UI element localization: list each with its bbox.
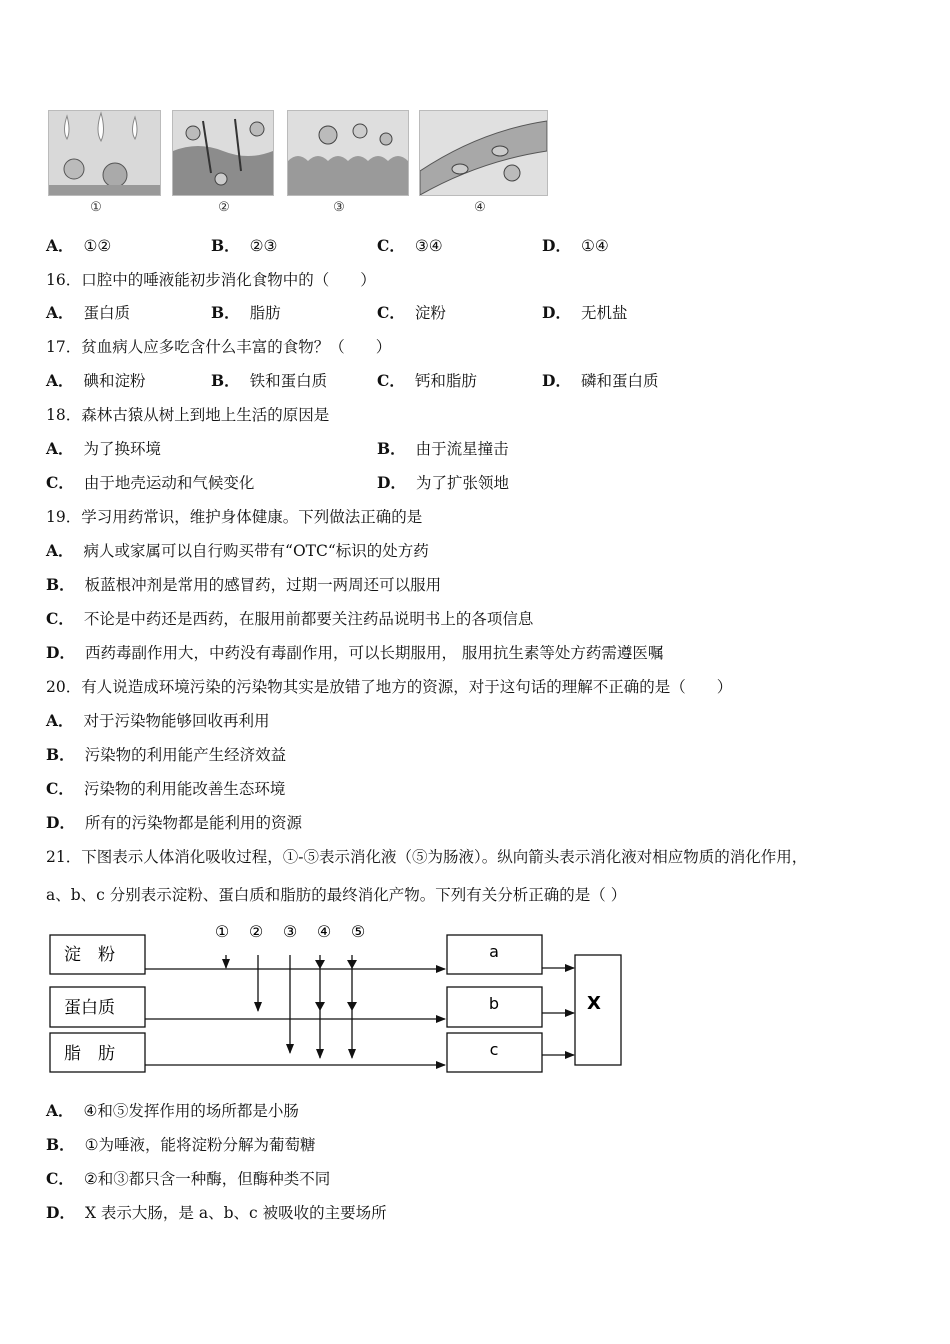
figure-2-label: ② <box>218 200 230 215</box>
q16-option-c[interactable]: C． 淀粉 <box>377 303 446 322</box>
absorption-label-x: X <box>587 993 601 1014</box>
input-label-protein: 蛋白质 <box>64 998 115 1018</box>
q20-option-c[interactable]: C． 污染物的利用能改善生态环境 <box>46 779 286 798</box>
figure-3-label: ③ <box>333 200 345 215</box>
q21-option-a[interactable]: A． ④和⑤发挥作用的场所都是小肠 <box>46 1101 299 1120</box>
q21-option-d[interactable]: D． X 表示大肠，是 a、b、c 被吸收的主要场所 <box>46 1203 387 1222</box>
product-label-a: a <box>489 942 499 961</box>
q20-stem: 20．有人说造成环境污染的污染物其实是放错了地方的资源，对于这句话的理解不正确的是（ ） <box>46 678 733 696</box>
q17-stem: 17．贫血病人应多吃含什么丰富的食物？（ ） <box>46 338 392 356</box>
q18-option-d[interactable]: D． 为了扩张领地 <box>377 473 509 492</box>
q18-option-b[interactable]: B． 由于流星撞击 <box>377 439 509 458</box>
digestion-diagram <box>0 915 650 1075</box>
q19-option-d[interactable]: D． 西药毒副作用大，中药没有毒副作用，可以长期服用， 服用抗生素等处方药需遵医嘱 <box>46 643 664 662</box>
q19-option-b[interactable]: B． 板蓝根冲剂是常用的感冒药，过期一两周还可以服用 <box>46 575 442 594</box>
figure-1-image <box>48 110 161 196</box>
q21-stem-line2: a、b、c 分别表示淀粉、蛋白质和脂肪的最终消化产物。下列有关分析正确的是（ ） <box>46 886 627 904</box>
q18-option-c[interactable]: C． 由于地壳运动和气候变化 <box>46 473 255 492</box>
q20-option-b[interactable]: B． 污染物的利用能产生经济效益 <box>46 745 287 764</box>
q15-option-c[interactable]: C． ③④ <box>377 236 443 255</box>
q21-option-c[interactable]: C． ②和③都只含一种酶，但酶种类不同 <box>46 1169 331 1188</box>
input-label-fat: 脂 肪 <box>64 1044 115 1064</box>
raindrops-illustration <box>49 111 160 195</box>
q16-option-b[interactable]: B． 脂肪 <box>211 303 281 322</box>
q20-option-d[interactable]: D． 所有的污染物都是能利用的资源 <box>46 813 302 832</box>
q18-stem: 18．森林古猿从树上到地上生活的原因是 <box>46 406 330 424</box>
juice-label-4: ④ <box>316 922 332 941</box>
q17-option-c[interactable]: C． 钙和脂肪 <box>377 371 477 390</box>
q17-option-d[interactable]: D． 磷和蛋白质 <box>542 371 659 390</box>
q21-option-b[interactable]: B． ①为唾液，能将淀粉分解为葡萄糖 <box>46 1135 316 1154</box>
q19-stem: 19．学习用药常识，维护身体健康。下列做法正确的是 <box>46 508 423 526</box>
input-label-starch: 淀 粉 <box>64 945 115 965</box>
figure-4-image <box>419 110 548 196</box>
q18-option-a[interactable]: A． 为了换环境 <box>46 439 162 458</box>
q15-option-d[interactable]: D． ①④ <box>542 236 609 255</box>
figure-1-label: ① <box>90 200 102 215</box>
q19-option-c[interactable]: C． 不论是中药还是西药，在服用前都要关注药品说明书上的各项信息 <box>46 609 534 628</box>
mucosa-illustration <box>288 111 408 195</box>
q21-stem-line1: 21．下图表示人体消化吸收过程，①-⑤表示消化液（⑤为肠液）。纵向箭头表示消化液对相应物质的消化作用， <box>46 848 808 866</box>
q15-option-a[interactable]: A． ①② <box>46 236 112 255</box>
juice-5-arrowhead-protein <box>347 1002 357 1011</box>
juice-5-arrowhead-starch <box>347 960 357 969</box>
q17-option-a[interactable]: A． 碘和淀粉 <box>46 371 146 390</box>
product-label-c: c <box>489 1040 499 1059</box>
q20-option-a[interactable]: A． 对于污染物能够回收再利用 <box>46 711 270 730</box>
juice-label-2: ② <box>248 922 264 941</box>
q16-option-a[interactable]: A． 蛋白质 <box>46 303 131 322</box>
juice-4-arrowhead-protein <box>315 1002 325 1011</box>
q16-option-d[interactable]: D． 无机盐 <box>542 303 628 322</box>
q16-stem: 16．口腔中的唾液能初步消化食物中的（ ） <box>46 271 376 289</box>
figure-4-label: ④ <box>474 200 486 215</box>
juice-label-5: ⑤ <box>350 922 366 941</box>
figure-2-image <box>172 110 274 196</box>
juice-label-1: ① <box>214 922 230 941</box>
juice-label-3: ③ <box>282 922 298 941</box>
q17-option-b[interactable]: B． 铁和蛋白质 <box>211 371 328 390</box>
figure-3-image <box>287 110 409 196</box>
q15-option-b[interactable]: B． ②③ <box>211 236 278 255</box>
product-label-b: b <box>488 994 500 1013</box>
skin-hair-illustration <box>173 111 273 195</box>
q19-option-a[interactable]: A． 病人或家属可以自行购买带有“OTC“标识的处方药 <box>46 541 429 560</box>
juice-4-arrowhead-starch <box>315 960 325 969</box>
blood-vessel-illustration <box>420 111 547 195</box>
